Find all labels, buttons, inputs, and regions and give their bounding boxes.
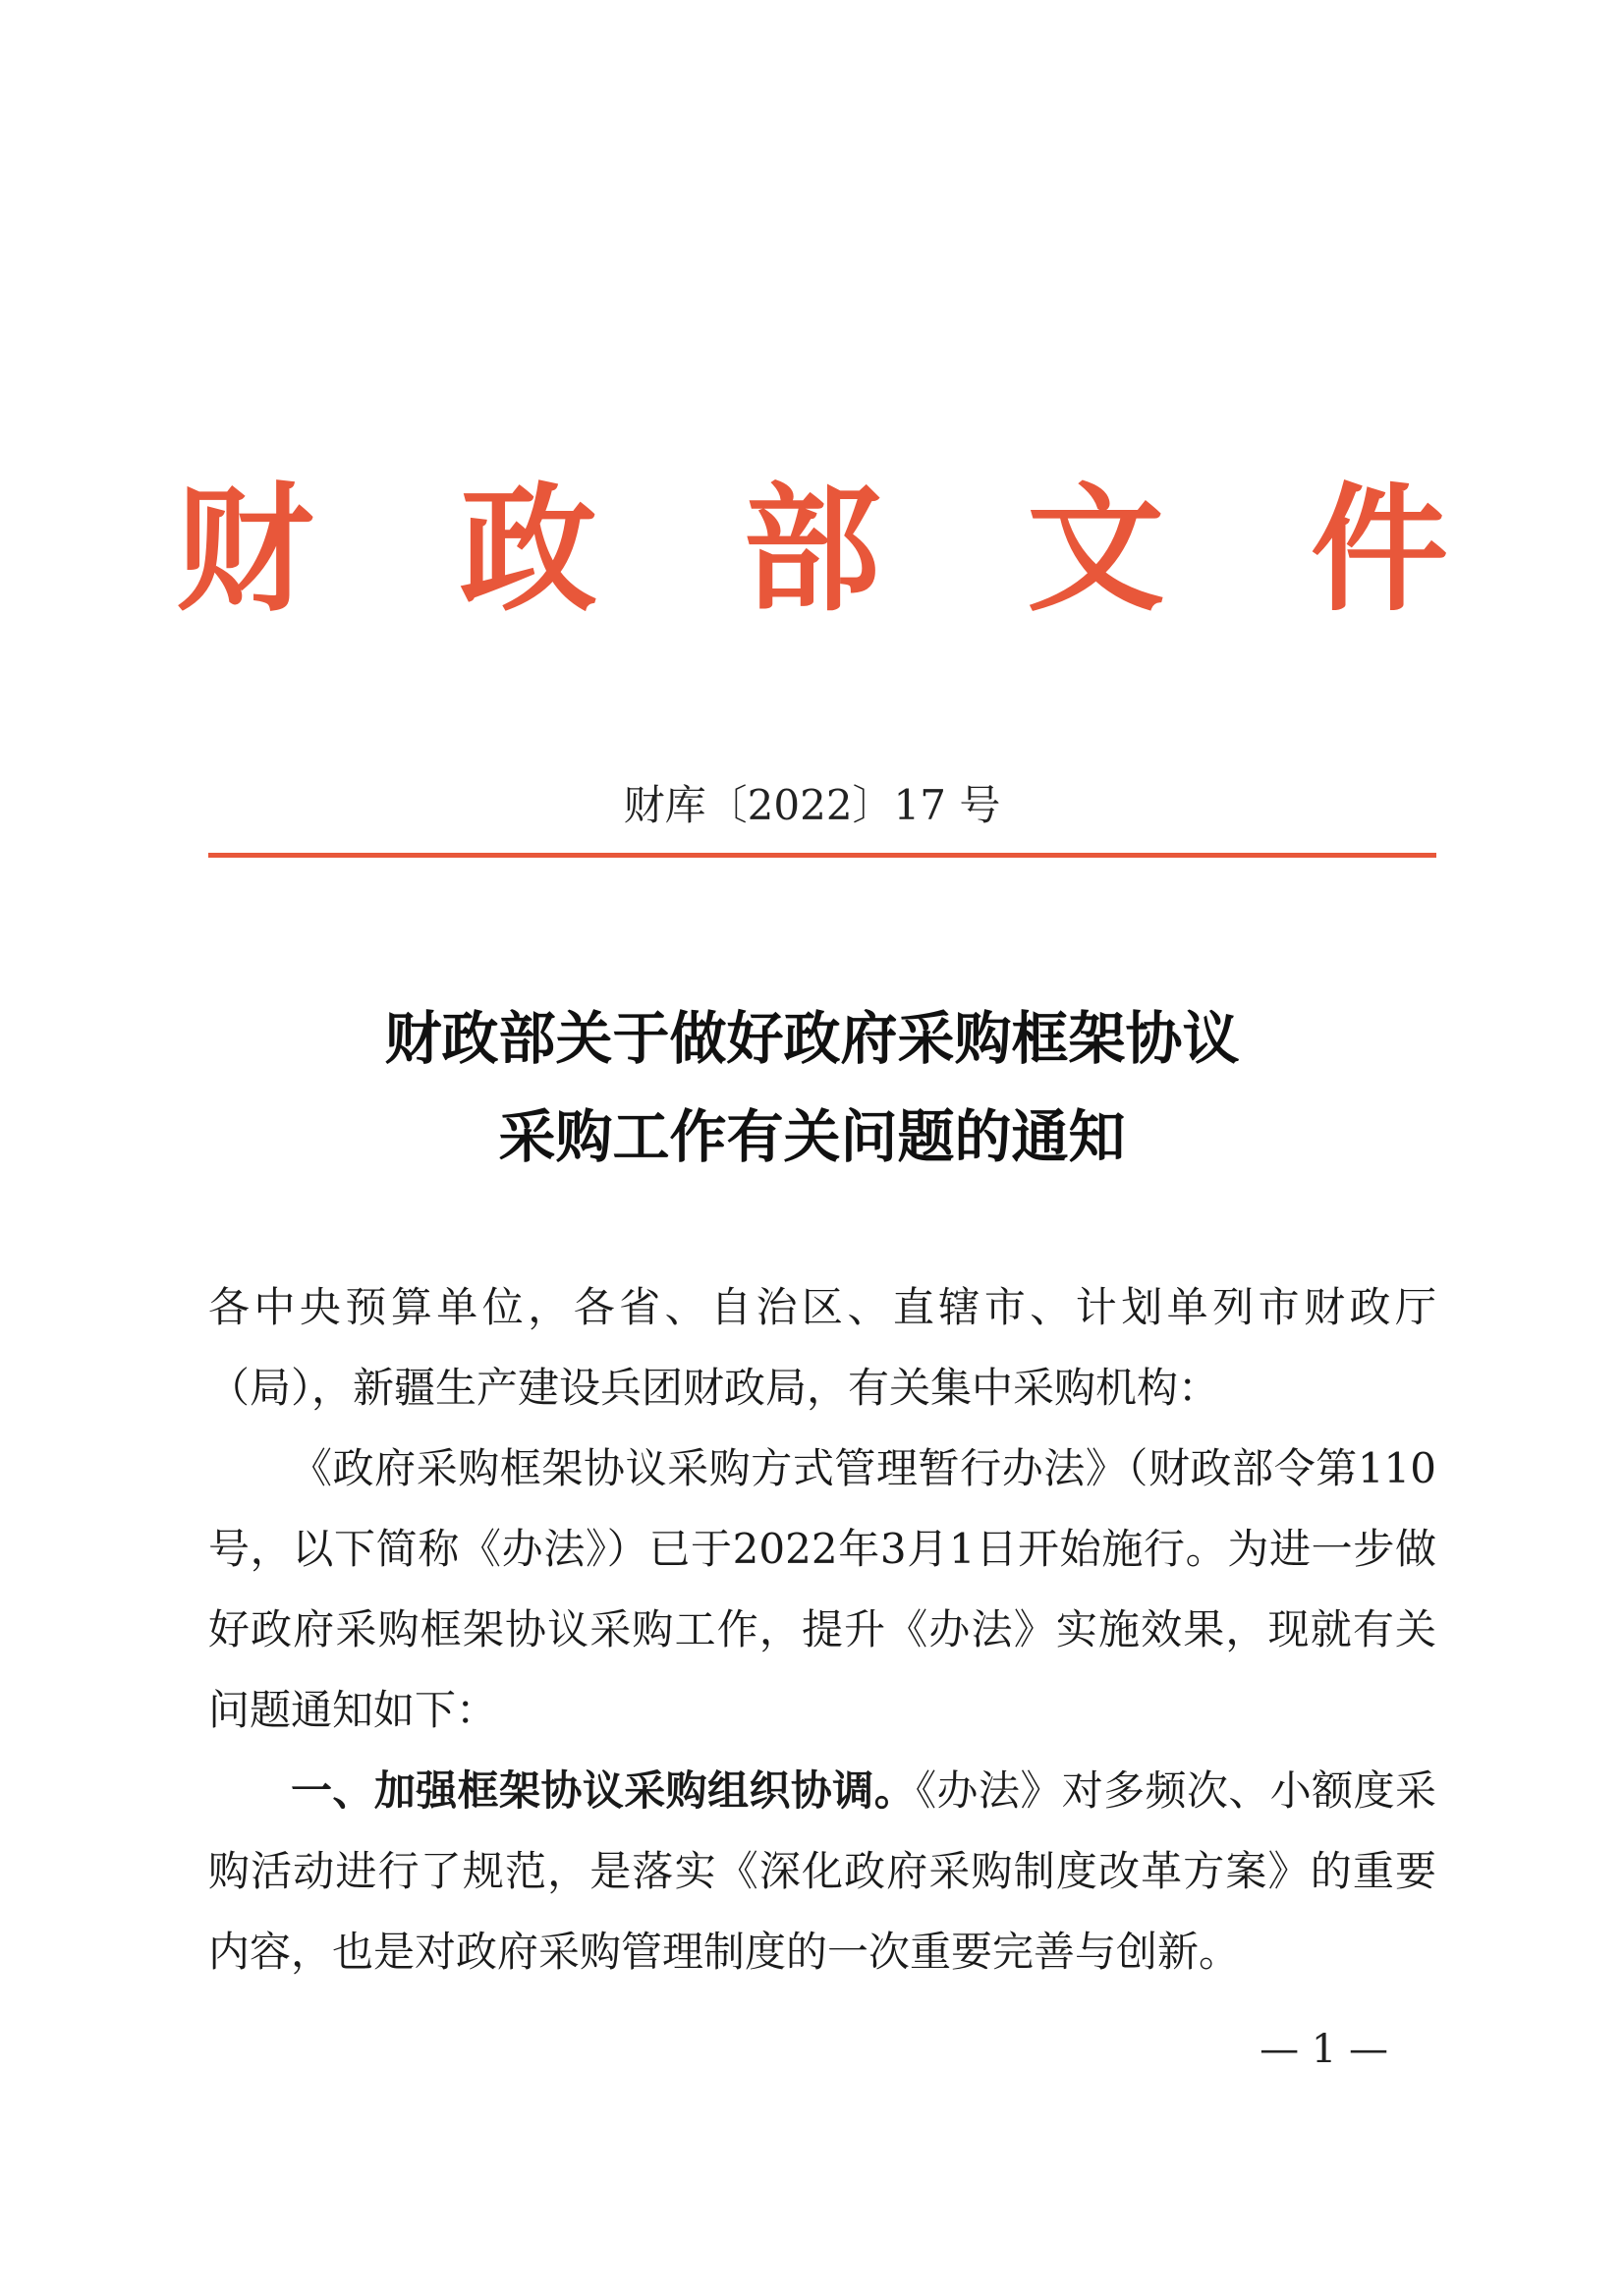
- red-separator-line: [208, 853, 1436, 858]
- title-line-1: 财政部关于做好政府采购框架协议: [384, 1005, 1240, 1072]
- page-number: — 1 —: [1260, 2027, 1388, 2072]
- section-1-heading: 一、加强框架协议采购组织协调。: [291, 1766, 917, 1815]
- masthead: 财 政 部 文 件: [176, 470, 1497, 631]
- section-1-text: 《办法》对多频次、小额度采购活动进行了规范，是落实《深化政府采购制度改革方案》的重要内容，也是对政府采购管理制度的一次重要完善与创新。: [208, 1766, 1436, 1976]
- section-1: [208, 1751, 1436, 1992]
- body-text: [208, 1267, 1436, 1992]
- document-number: 财库〔2022〕17 号: [623, 781, 1001, 829]
- title-line-2: 采购工作有关问题的通知: [498, 1103, 1126, 1170]
- paragraph-intro: 《政府采购框架协议采购方式管理暂行办法》（财政部令第110号，以下简称《办法》）已于2022年3月1日开始施行。为进一步做好政府采购框架协议采购工作，提升《办法》实施效果，现就有关问题通知如下：: [208, 1444, 1436, 1734]
- addressee: 各中央预算单位，各省、自治区、直辖市、计划单列市财政厅（局），新疆生产建设兵团财政局，有关集中采购机构：: [208, 1283, 1436, 1412]
